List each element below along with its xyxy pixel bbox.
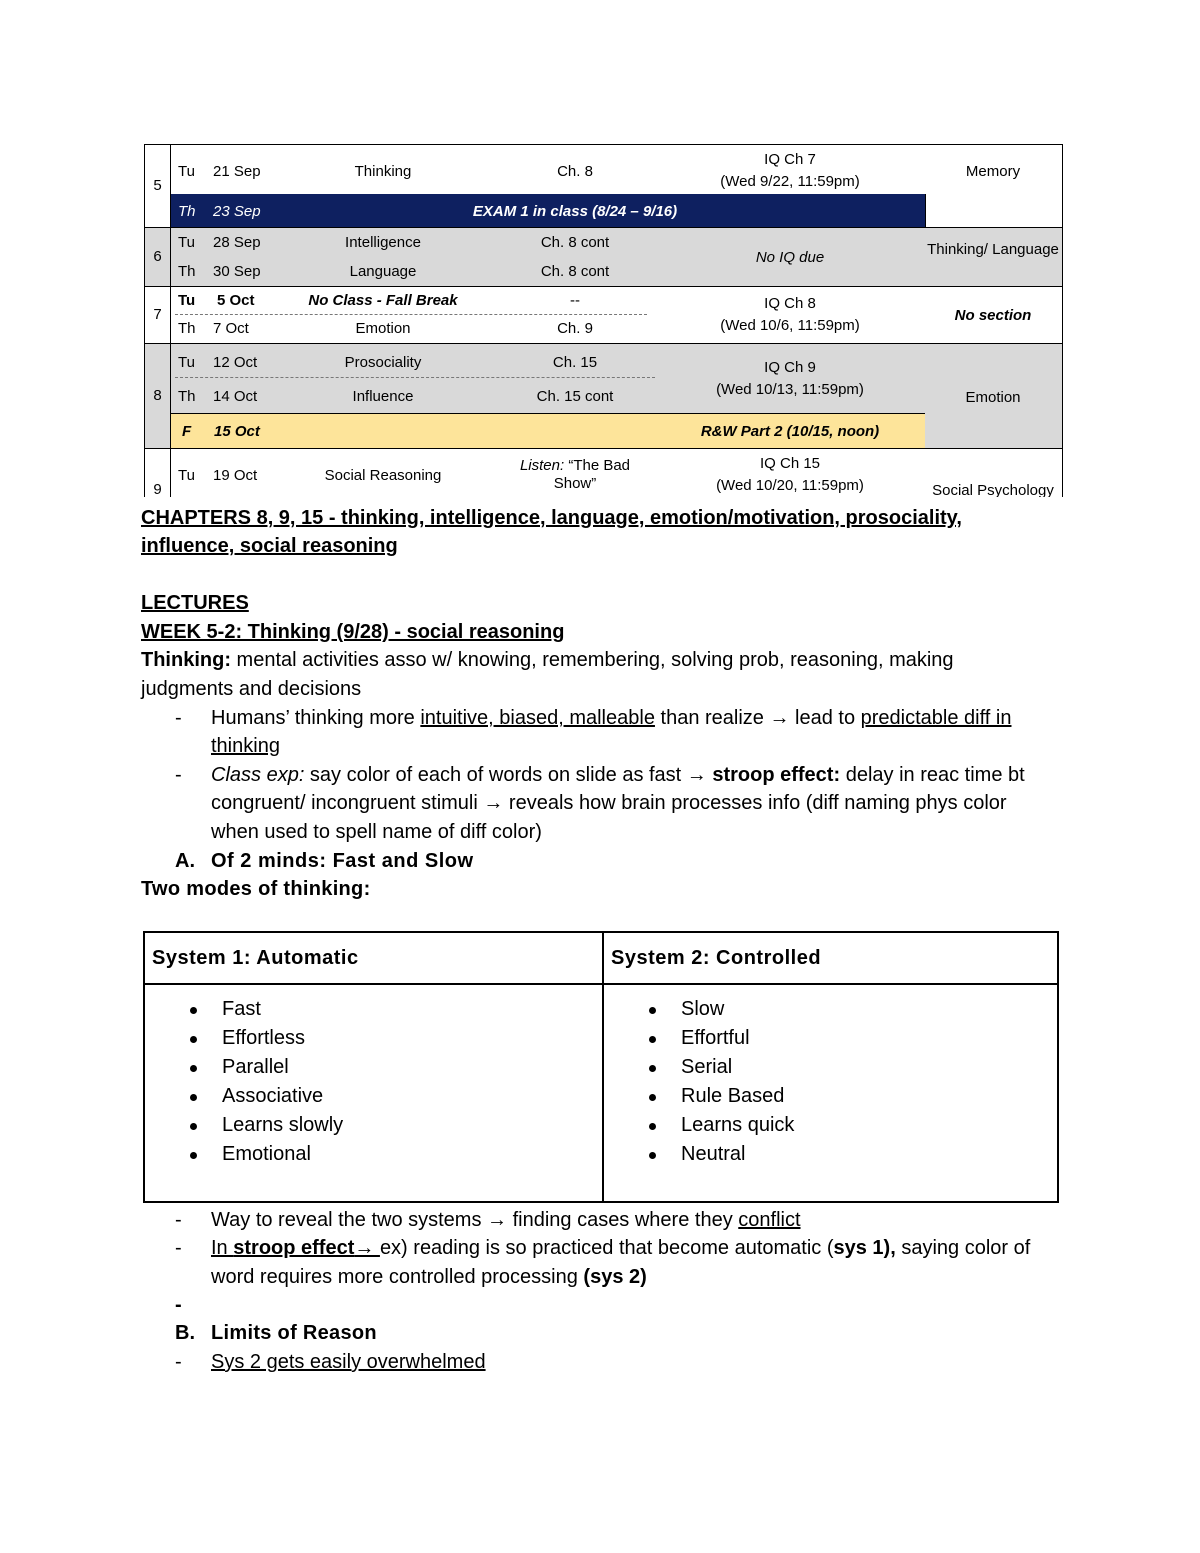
section: Thinking/ Language — [927, 241, 1059, 258]
week-number: 8 — [145, 344, 171, 448]
iq-deadline: (Wed 10/6, 11:59pm) — [720, 317, 860, 334]
system1-list — [145, 995, 343, 1169]
list-item: Serial — [604, 1053, 794, 1082]
iq-due — [685, 357, 895, 401]
bold-text: (sys 2) — [583, 1266, 647, 1288]
list-item: Effortful — [604, 1024, 794, 1053]
chapters-heading-cont: influence, social reasoning — [141, 535, 398, 557]
date: 7 Oct — [213, 320, 249, 337]
schedule-table — [144, 144, 1063, 497]
topic: No Class - Fall Break — [308, 292, 458, 309]
list-item: Parallel — [145, 1053, 343, 1082]
section-a-letter: A. — [175, 850, 195, 872]
text: than realize → lead to — [654, 707, 861, 729]
week-number: 9 — [145, 449, 171, 497]
bullet-dash-empty: - — [175, 1294, 182, 1316]
week-heading: WEEK 5-2: Thinking (9/28) - social reasoning — [141, 621, 565, 643]
day: F — [182, 423, 192, 440]
system2-list — [604, 995, 794, 1169]
iq-deadline: (Wed 10/13, 11:59pm) — [716, 381, 864, 398]
list-item: Learns quick — [604, 1111, 794, 1140]
iq-label: IQ Ch 15 — [759, 455, 821, 472]
bullet-sys2-overwhelmed: Sys 2 gets easily overwhelmed — [211, 1351, 486, 1373]
topic: Intelligence — [345, 234, 421, 251]
iq-deadline: (Wed 10/20, 11:59pm) — [716, 477, 864, 494]
underlined-text: predictable diff in — [860, 707, 1012, 729]
date: 5 Oct — [217, 292, 255, 309]
day: Tu — [178, 467, 195, 484]
week-number: 7 — [145, 287, 171, 343]
listen-title-cont: Show” — [553, 475, 597, 492]
section: No section — [954, 307, 1032, 324]
iq-due — [685, 453, 895, 497]
italic-text: Class exp: — [211, 764, 305, 786]
section-b-title: Limits of Reason — [211, 1322, 377, 1344]
date: 12 Oct — [213, 354, 258, 371]
topic: Emotion — [355, 320, 411, 337]
date: 23 Sep — [213, 203, 261, 220]
systems-table — [143, 931, 1059, 1203]
iq-label: IQ Ch 9 — [764, 359, 816, 376]
chapter: Ch. 15 — [552, 354, 598, 371]
cell-border — [925, 194, 926, 227]
bullet-dash: - — [175, 707, 182, 729]
underlined-text: In — [211, 1237, 234, 1259]
list-item: Fast — [145, 995, 343, 1024]
dashed-divider — [175, 314, 647, 315]
lectures-heading: LECTURES — [141, 592, 249, 614]
date: 30 Sep — [213, 263, 261, 280]
underlined-text: → — [354, 1237, 380, 1259]
topic: Thinking — [354, 163, 412, 180]
text: word requires more controlled processing — [211, 1266, 584, 1288]
bullet-humans-thinking-cont: thinking — [211, 735, 280, 757]
date: 21 Sep — [213, 163, 261, 180]
bullet-dash: - — [175, 764, 182, 786]
bullet-class-exp-cont: congruent/ incongruent stimuli → reveals how brain processes info (diff naming phys color — [211, 792, 1007, 814]
exam-label: EXAM 1 in class (8/24 – 9/16) — [472, 203, 678, 220]
bullet-stroop-cont — [211, 1266, 647, 1289]
section: Memory — [965, 163, 1021, 180]
text: ex) reading is so practiced that become automatic ( — [379, 1237, 834, 1259]
text: delay in reac time bt — [840, 764, 1025, 786]
bullet-humans-thinking — [211, 707, 1011, 730]
listen-title: “The Bad — [568, 457, 631, 474]
topic: Social Reasoning — [324, 467, 442, 484]
day: Th — [178, 388, 196, 405]
iq-due: No IQ due — [755, 249, 825, 266]
topic: Prosociality — [344, 354, 422, 371]
day: Tu — [178, 234, 195, 251]
thinking-definition — [141, 649, 954, 672]
bold-text: stroop effect: — [712, 764, 841, 786]
iq-due — [685, 149, 895, 193]
day: Th — [178, 203, 196, 220]
bullet-stroop — [211, 1237, 1030, 1260]
iq-label: IQ Ch 8 — [764, 295, 816, 312]
day: Tu — [178, 163, 195, 180]
day: Th — [178, 320, 196, 337]
week-number: 5 — [145, 145, 171, 227]
bullet-class-exp — [211, 764, 1025, 787]
system1-header: System 1: Automatic — [152, 947, 359, 969]
list-item: Neutral — [604, 1140, 794, 1169]
chapter: Ch. 9 — [557, 320, 593, 337]
iq-label: IQ Ch 7 — [764, 151, 816, 168]
section: Social Psychology — [932, 482, 1054, 497]
list-item: Slow — [604, 995, 794, 1024]
day: Tu — [178, 292, 196, 309]
listen-assignment — [475, 457, 675, 493]
bullet-dash: - — [175, 1209, 182, 1231]
day: Tu — [178, 354, 195, 371]
list-item: Associative — [145, 1082, 343, 1111]
day: Th — [178, 263, 196, 280]
dashed-divider — [175, 377, 655, 378]
iq-due — [685, 293, 895, 337]
chapter: Ch. 8 — [557, 163, 593, 180]
section-a-title: Of 2 minds: Fast and Slow — [211, 850, 474, 872]
date: 28 Sep — [213, 234, 261, 251]
text: say color of each of words on slide as fast → — [304, 764, 713, 786]
date: 14 Oct — [213, 388, 258, 405]
chapter: Ch. 8 cont — [540, 263, 610, 280]
row-divider — [145, 448, 1062, 449]
list-item: Effortless — [145, 1024, 343, 1053]
date: 15 Oct — [214, 423, 260, 440]
underlined-text: conflict — [738, 1209, 801, 1231]
listen-label: Listen: — [519, 457, 565, 474]
bullet-dash: - — [175, 1237, 182, 1259]
topic: Influence — [352, 388, 414, 405]
date: 19 Oct — [213, 467, 258, 484]
thinking-term: Thinking: — [141, 649, 231, 671]
text: Humans’ thinking more — [211, 707, 421, 729]
section-b-letter: B. — [175, 1322, 195, 1344]
chapter: Ch. 8 cont — [540, 234, 610, 251]
system2-header: System 2: Controlled — [611, 947, 822, 969]
section: Emotion — [965, 389, 1021, 406]
bullet-dash: - — [175, 1351, 182, 1373]
thinking-def: mental activities asso w/ knowing, remembering, solving prob, reasoning, making — [230, 649, 954, 671]
list-item: Rule Based — [604, 1082, 794, 1111]
list-item: Learns slowly — [145, 1111, 343, 1140]
deadline-label: R&W Part 2 (10/15, noon) — [700, 423, 880, 440]
text: Way to reveal the two systems → finding cases where they — [211, 1209, 739, 1231]
chapters-heading: CHAPTERS 8, 9, 15 - thinking, intelligence, language, emotion/motivation, prosociality, — [141, 507, 962, 529]
iq-deadline: (Wed 9/22, 11:59pm) — [720, 173, 860, 190]
bold-underlined-text: stroop effect — [233, 1237, 355, 1259]
topic: Language — [349, 263, 417, 280]
underlined-text: intuitive, biased, malleable — [420, 707, 655, 729]
chapter: -- — [570, 292, 580, 309]
bullet-reveal-systems — [211, 1209, 801, 1232]
two-modes-label: Two modes of thinking: — [141, 878, 371, 900]
text: saying color of — [895, 1237, 1031, 1259]
list-item: Emotional — [145, 1140, 343, 1169]
chapter: Ch. 15 cont — [536, 388, 614, 405]
bold-text: sys 1), — [833, 1237, 896, 1259]
bullet-class-exp-cont: when used to spell name of diff color) — [211, 821, 542, 843]
week-number: 6 — [145, 228, 171, 286]
thinking-definition-cont: judgments and decisions — [141, 678, 362, 700]
